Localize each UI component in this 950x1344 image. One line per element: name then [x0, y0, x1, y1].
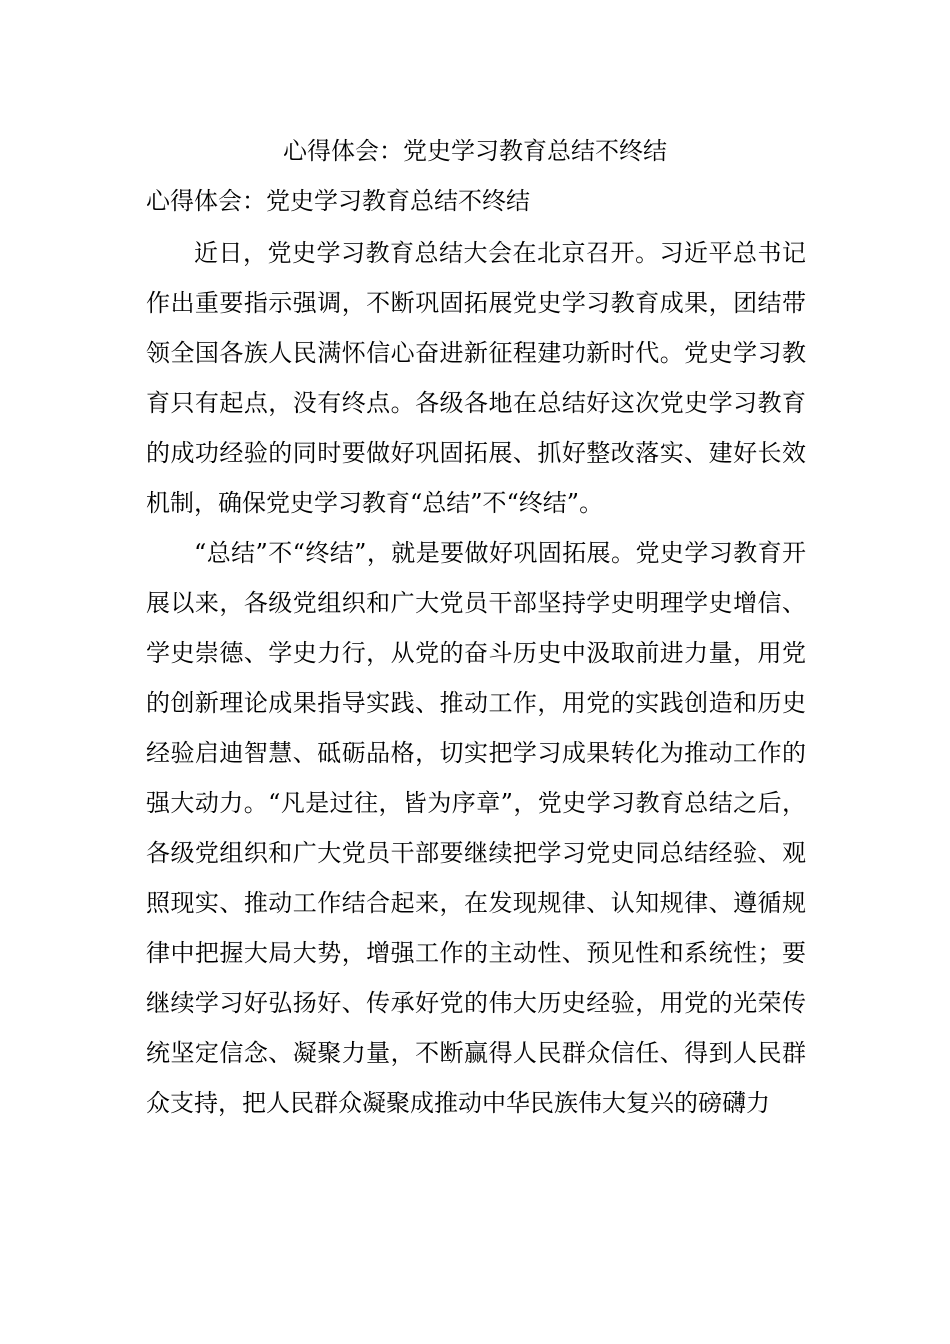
- paragraph: 近日，党史学习教育总结大会在北京召开。习近平总书记作出重要指示强调，不断巩固拓展党史学习教育成果，团结带领全国各族人民满怀信心奋进新征程建功新时代。党史学习教育只有起点，没有终点。各级各地在总结好这次党史学习教育的成功经验的同时要做好巩固拓展、抓好整改落实、建好长效机制，确保党史学习教育“总结”不“终结”。: [146, 239, 806, 517]
- paragraph: “总结”不“终结”，就是要做好巩固拓展。党史学习教育开展以来，各级党组织和广大党员干部坚持学史明理学史增信、学史崇德、学史力行，从党的奋斗历史中汲取前进力量，用党的创新理论成果指导实践、推动工作，用党的实践创造和历史经验启迪智慧、砥砺品格，切实把学习成果转化为推动工作的强大动力。“凡是过往，皆为序章”，党史学习教育总结之后，各级党组织和广大党员干部要继续把学习党史同总结经验、观照现实、推动工作结合起来，在发现规律、认知规律、遵循规律中把握大局大势，增强工作的主动性、预见性和系统性；要继续学习好弘扬好、传承好党的伟大历史经验，用党的光荣传统坚定信念、凝聚力量，不断赢得人民群众信任、得到人民群众支持，把人民群众凝聚成推动中华民族伟大复兴的磅礴力: [146, 539, 806, 1117]
- document-body: [146, 228, 806, 1128]
- document-title: 心得体会：党史学习教育总结不终结: [283, 137, 667, 165]
- document-subtitle: 心得体会：党史学习教育总结不终结: [146, 187, 530, 215]
